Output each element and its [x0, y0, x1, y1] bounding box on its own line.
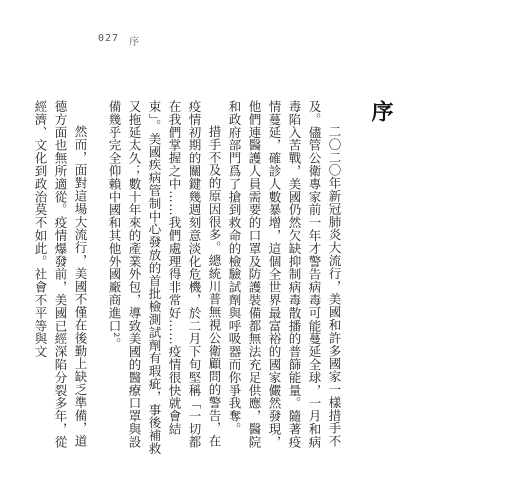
paragraph-1: 二〇二〇年新冠肺炎大流行，美國和許多國家一樣措手不及。儘管公衛專家前一年才警告病毒可能蔓延全球，一月和病毒陷入苦戰，美國仍然欠缺抑制病毒散播的普篩能量。隨著疫情蔓延，確診人數暴增，這個全世界最富裕的國家儼然發現，他們連醫護人員需要的口罩及防護裝備都無法充足供應，醫院和政府部門爲了搶到救命的檢驗試劑與呼吸器而你爭我奪。 — [227, 100, 342, 449]
paragraph-3: 然而，面對這場大流行，美國不僅在後勤上缺乏準備，道德方面也無所適從。疫情爆發前，美國已經深陷分裂多年，從經濟、文化到政治莫不如此。社會不平等與文 — [33, 100, 88, 449]
body-text — [33, 100, 344, 460]
running-section-title: 序 — [129, 37, 141, 48]
paragraph-2: 措手不及的原因很多。總統川普無視公衛顧問的警告，在疫情初期的關鍵幾週刻意淡化危機，於二月下旬堅稱「一切都在我們掌握之中……我們處理得非常好……疫情很快就會結束」。美國疾病管制中心發放的首批檢測試劑有瑕疵，事後補救又拖延太久；數十年來的產業外包，導致美國的醫療口罩與設備幾乎完全仰賴中國和其他外國廠商進口²。 — [107, 100, 222, 455]
running-header — [98, 33, 140, 48]
page-number: 027 — [98, 33, 120, 44]
chapter-title: 序 — [368, 100, 394, 124]
